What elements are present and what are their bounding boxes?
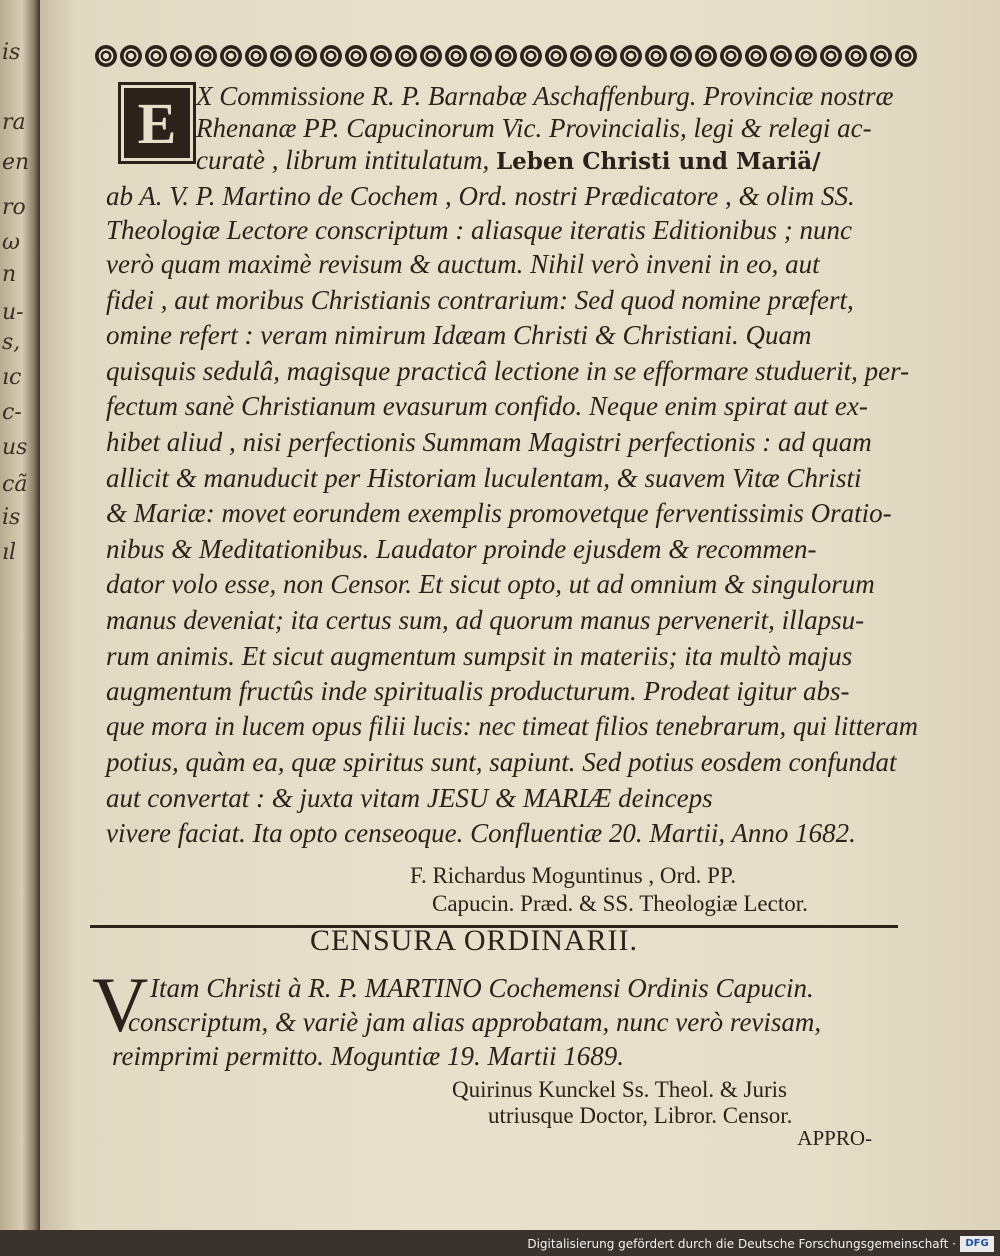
edge-glyph: ra bbox=[2, 110, 26, 135]
rosette-ornament-icon bbox=[495, 45, 517, 67]
signature-line: utriusque Doctor, Libror. Censor. bbox=[488, 1103, 793, 1128]
rosette-ornament-icon bbox=[420, 45, 442, 67]
rosette-ornament-icon bbox=[295, 45, 317, 67]
rosette-ornament-icon bbox=[320, 45, 342, 67]
text-line: manus deveniat; ita certus sum, ad quorum manus pervenerit, illapsu- bbox=[106, 605, 865, 635]
text-line: allicit & manuducit per Historiam luculentam, & suavem Vitæ Christi bbox=[106, 463, 862, 493]
book-title: Leben Christi und Mariä/ bbox=[496, 148, 821, 175]
text-line: verò quam maximè revisum & auctum. Nihil verò inveni in eo, aut bbox=[106, 249, 820, 279]
rosette-ornament-icon bbox=[545, 45, 567, 67]
rosette-ornament-icon bbox=[570, 45, 592, 67]
text-line: Theologiæ Lectore conscriptum : aliasque iteratis Editionibus ; nunc bbox=[106, 215, 852, 245]
text-line: aut convertat : & juxta vitam JESU & MARIÆ deinceps bbox=[106, 783, 713, 813]
rosette-ornament-icon bbox=[95, 45, 117, 67]
edge-glyph: c- bbox=[2, 400, 22, 425]
edge-glyph: u- bbox=[2, 300, 24, 325]
section-heading: CENSURA ORDINARII. bbox=[310, 924, 639, 957]
rosette-ornament-icon bbox=[720, 45, 742, 67]
edge-glyph: us bbox=[2, 435, 28, 460]
text-line: vivere faciat. Ita opto censeoque. Confluentiæ 20. Martii, Anno 1682. bbox=[106, 818, 856, 848]
text-line-start: curatè , librum intitulatum, bbox=[196, 145, 490, 175]
text-line: Itam Christi à R. P. MARTINO Cochemensi Ordinis Capucin. bbox=[150, 973, 814, 1003]
text-line: fectum sanè Christianum evasurum confido. Neque enim spirat aut ex- bbox=[106, 391, 868, 421]
rosette-ornament-icon bbox=[770, 45, 792, 67]
text-line: fidei , aut moribus Christianis contrarium: Sed quod nomine præfert, bbox=[106, 285, 854, 315]
rosette-ornament-icon bbox=[595, 45, 617, 67]
rosette-ornament-icon bbox=[195, 45, 217, 67]
edge-glyph: cã bbox=[2, 472, 28, 497]
rosette-ornament-icon bbox=[270, 45, 292, 67]
text-line: ab A. V. P. Martino de Cochem , Ord. nostri Prædicatore , & olim SS. bbox=[106, 181, 855, 211]
rosette-ornament-icon bbox=[245, 45, 267, 67]
text-line: conscriptum, & variè jam alias approbatam, nunc verò revisam, bbox=[128, 1007, 822, 1037]
edge-glyph: ıc bbox=[2, 365, 22, 390]
rosette-ornament-icon bbox=[170, 45, 192, 67]
rosette-ornament-icon bbox=[370, 45, 392, 67]
edge-glyph: ıl bbox=[2, 540, 17, 565]
adjacent-page-edge bbox=[0, 0, 40, 1256]
rosette-ornament-icon bbox=[670, 45, 692, 67]
rosette-ornament-icon bbox=[620, 45, 642, 67]
rosette-ornament-icon bbox=[220, 45, 242, 67]
edge-glyph: n bbox=[2, 262, 17, 287]
rosette-ornament-icon bbox=[470, 45, 492, 67]
digitization-footer bbox=[0, 1230, 1000, 1256]
text-line: omine refert : veram nimirum Idæam Christi & Christiani. Quam bbox=[106, 320, 812, 350]
edge-glyph: ro bbox=[2, 195, 26, 220]
rosette-ornament-icon bbox=[820, 45, 842, 67]
rosette-ornament-icon bbox=[145, 45, 167, 67]
edge-glyph: is bbox=[2, 505, 21, 530]
signature-line: Capucin. Præd. & SS. Theologiæ Lector. bbox=[432, 891, 808, 916]
text-line: reimprimi permitto. Moguntiæ 19. Martii 1689. bbox=[112, 1041, 624, 1071]
text-line bbox=[196, 144, 821, 178]
rosette-ornament-icon bbox=[745, 45, 767, 67]
text-line: & Mariæ: movet eorundem exemplis promovetque ferventissimis Oratio- bbox=[106, 498, 892, 528]
signature-line: F. Richardus Moguntinus , Ord. PP. bbox=[410, 863, 736, 888]
decorated-initial: E bbox=[118, 82, 196, 164]
text-line: augmentum fructûs inde spiritualis producturum. Prodeat igitur abs- bbox=[106, 676, 850, 706]
text-line: potius, quàm ea, quæ spiritus sunt, sapiunt. Sed potius eosdem confundat bbox=[106, 747, 897, 777]
text-line: X Commissione R. P. Barnabæ Aschaffenburg. Provinciæ nostræ bbox=[196, 81, 894, 111]
rosette-ornament-icon bbox=[120, 45, 142, 67]
text-line: que mora in lucem opus filii lucis: nec timeat filios tenebrarum, qui litteram bbox=[106, 711, 918, 741]
text-line: dator volo esse, non Censor. Et sicut opto, ut ad omnium & singulorum bbox=[106, 569, 875, 599]
rosette-ornament-icon bbox=[520, 45, 542, 67]
rosette-ornament-icon bbox=[645, 45, 667, 67]
edge-glyph: s, bbox=[2, 330, 21, 355]
text-line: Rhenanæ PP. Capucinorum Vic. Provincialis, legi & relegi ac- bbox=[196, 113, 872, 143]
dfg-logo-icon: DFG bbox=[960, 1236, 994, 1252]
censura-initial: V bbox=[92, 961, 149, 1048]
rosette-ornament-icon bbox=[895, 45, 917, 67]
rosette-ornament-icon bbox=[845, 45, 867, 67]
rosette-ornament-icon bbox=[345, 45, 367, 67]
rosette-ornament-icon bbox=[445, 45, 467, 67]
edge-glyph: is bbox=[2, 40, 21, 65]
text-line: nibus & Meditationibus. Laudator proinde ejusdem & recommen- bbox=[106, 534, 817, 564]
rosette-ornament-icon bbox=[870, 45, 892, 67]
rosette-ornament-icon bbox=[695, 45, 717, 67]
text-line: hibet aliud , nisi perfectionis Summam Magistri perfectionis : ad quam bbox=[106, 427, 872, 457]
edge-glyph: en bbox=[2, 150, 30, 175]
signature-line: Quirinus Kunckel Ss. Theol. & Juris bbox=[452, 1077, 787, 1102]
rosette-ornament-icon bbox=[795, 45, 817, 67]
text-line: quisquis sedulâ, magisque practicâ lectione in se efformare studuerit, per- bbox=[106, 356, 910, 386]
footer-credit: Digitalisierung gefördert durch die Deutsche Forschungsgemeinschaft · bbox=[527, 1237, 956, 1251]
text-line: rum animis. Et sicut augmentum sumpsit in materiis; ita multò majus bbox=[106, 641, 853, 671]
rosette-ornament-icon bbox=[395, 45, 417, 67]
ornament-border bbox=[95, 36, 925, 76]
catchword: APPRO- bbox=[797, 1126, 872, 1150]
edge-glyph: ω bbox=[2, 230, 20, 255]
